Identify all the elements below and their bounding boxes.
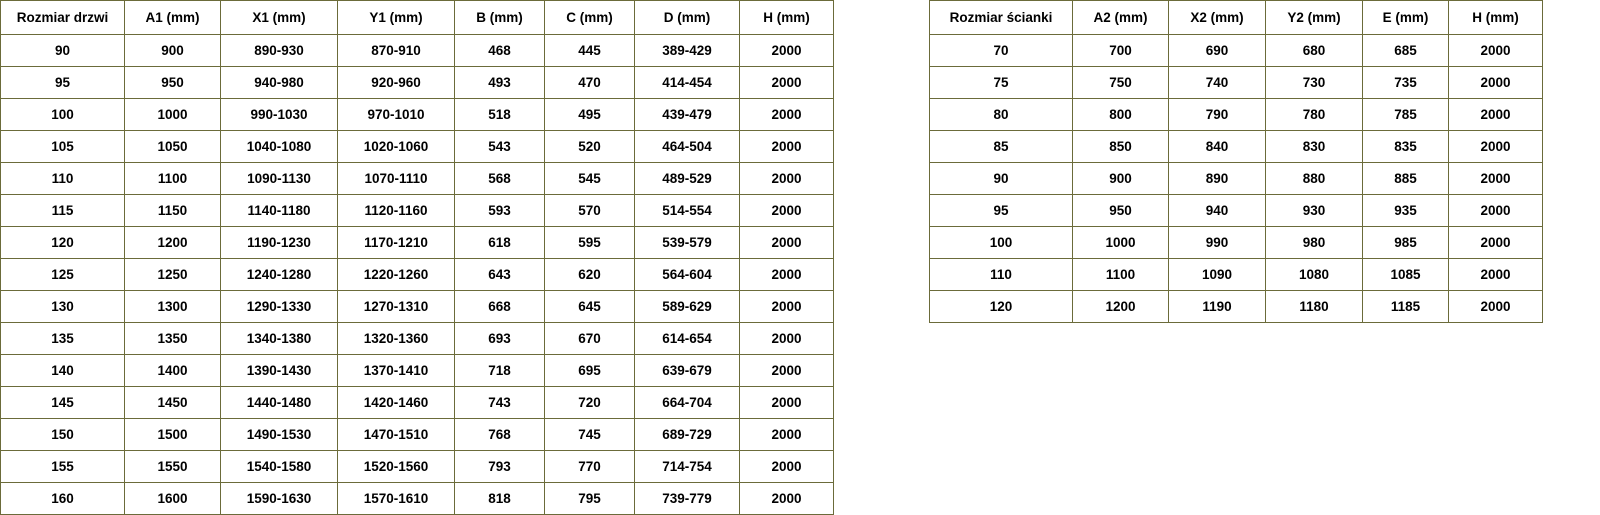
table-cell: 1050 — [125, 131, 221, 163]
table-cell: 970-1010 — [338, 99, 455, 131]
table-cell: 125 — [1, 259, 125, 291]
table-cell: 95 — [1, 67, 125, 99]
table-cell: 489-529 — [635, 163, 740, 195]
table-cell: 1000 — [1073, 227, 1169, 259]
table-cell: 1400 — [125, 355, 221, 387]
table-row — [930, 99, 1543, 131]
table-cell: 1070-1110 — [338, 163, 455, 195]
table-cell: 795 — [545, 483, 635, 515]
table-cell: 1180 — [1266, 291, 1363, 323]
table-cell: 2000 — [740, 259, 834, 291]
table-cell: 1090 — [1169, 259, 1266, 291]
table-cell: 1190-1230 — [221, 227, 338, 259]
table-cell: 495 — [545, 99, 635, 131]
table-cell: 1420-1460 — [338, 387, 455, 419]
table-cell: 920-960 — [338, 67, 455, 99]
table-cell: 2000 — [1449, 291, 1543, 323]
table-cell: 720 — [545, 387, 635, 419]
table-cell: 2000 — [740, 131, 834, 163]
table-cell: 935 — [1363, 195, 1449, 227]
table-cell: 1450 — [125, 387, 221, 419]
table-cell: 1240-1280 — [221, 259, 338, 291]
column-header: A2 (mm) — [1073, 1, 1169, 35]
table-cell: 835 — [1363, 131, 1449, 163]
table-row — [1, 99, 834, 131]
table-cell: 618 — [455, 227, 545, 259]
table-cell: 543 — [455, 131, 545, 163]
table-cell: 85 — [930, 131, 1073, 163]
table-cell: 2000 — [740, 227, 834, 259]
table-cell: 1320-1360 — [338, 323, 455, 355]
table-cell: 2000 — [1449, 99, 1543, 131]
table-cell: 464-504 — [635, 131, 740, 163]
table-cell: 2000 — [1449, 163, 1543, 195]
table-row — [1, 483, 834, 515]
table-cell: 518 — [455, 99, 545, 131]
table-cell: 1040-1080 — [221, 131, 338, 163]
table-cell: 830 — [1266, 131, 1363, 163]
table-cell: 115 — [1, 195, 125, 227]
table-cell: 735 — [1363, 67, 1449, 99]
table-header-row — [1, 1, 834, 35]
table-row — [930, 131, 1543, 163]
table-cell: 670 — [545, 323, 635, 355]
table-cell: 155 — [1, 451, 125, 483]
table-row — [1, 163, 834, 195]
table-row — [1, 259, 834, 291]
table-row — [1, 195, 834, 227]
walls-dimensions-table — [929, 0, 1543, 323]
table-row — [930, 259, 1543, 291]
table-cell: 620 — [545, 259, 635, 291]
table-cell: 1185 — [1363, 291, 1449, 323]
column-header: D (mm) — [635, 1, 740, 35]
table-cell: 990-1030 — [221, 99, 338, 131]
table-cell: 2000 — [1449, 67, 1543, 99]
table-cell: 1600 — [125, 483, 221, 515]
table-cell: 1570-1610 — [338, 483, 455, 515]
table-cell: 718 — [455, 355, 545, 387]
walls-table-body — [930, 35, 1543, 323]
table-cell: 140 — [1, 355, 125, 387]
table-cell: 890-930 — [221, 35, 338, 67]
table-cell: 120 — [930, 291, 1073, 323]
table-cell: 714-754 — [635, 451, 740, 483]
table-cell: 2000 — [740, 291, 834, 323]
column-header: Rozmiar ścianki — [930, 1, 1073, 35]
table-row — [1, 291, 834, 323]
table-cell: 745 — [545, 419, 635, 451]
table-row — [1, 419, 834, 451]
table-cell: 1200 — [125, 227, 221, 259]
table-cell: 130 — [1, 291, 125, 323]
table-cell: 1090-1130 — [221, 163, 338, 195]
table-cell: 90 — [930, 163, 1073, 195]
table-cell: 614-654 — [635, 323, 740, 355]
table-cell: 1440-1480 — [221, 387, 338, 419]
table-row — [1, 227, 834, 259]
table-cell: 900 — [1073, 163, 1169, 195]
table-cell: 1590-1630 — [221, 483, 338, 515]
table-cell: 2000 — [1449, 195, 1543, 227]
table-cell: 664-704 — [635, 387, 740, 419]
table-cell: 985 — [1363, 227, 1449, 259]
table-cell: 870-910 — [338, 35, 455, 67]
table-row — [930, 195, 1543, 227]
table-cell: 1100 — [125, 163, 221, 195]
table-cell: 389-429 — [635, 35, 740, 67]
table-cell: 1100 — [1073, 259, 1169, 291]
table-cell: 785 — [1363, 99, 1449, 131]
table-cell: 1000 — [125, 99, 221, 131]
table-cell: 564-604 — [635, 259, 740, 291]
table-header-row — [930, 1, 1543, 35]
table-cell: 105 — [1, 131, 125, 163]
table-cell: 850 — [1073, 131, 1169, 163]
table-cell: 800 — [1073, 99, 1169, 131]
table-cell: 100 — [1, 99, 125, 131]
table-cell: 75 — [930, 67, 1073, 99]
table-cell: 2000 — [740, 195, 834, 227]
table-cell: 639-679 — [635, 355, 740, 387]
table-cell: 2000 — [740, 451, 834, 483]
table-cell: 160 — [1, 483, 125, 515]
table-cell: 768 — [455, 419, 545, 451]
table-cell: 95 — [930, 195, 1073, 227]
table-row — [1, 67, 834, 99]
table-row — [1, 35, 834, 67]
table-cell: 1350 — [125, 323, 221, 355]
table-cell: 1540-1580 — [221, 451, 338, 483]
table-cell: 695 — [545, 355, 635, 387]
table-row — [930, 291, 1543, 323]
column-header: Rozmiar drzwi — [1, 1, 125, 35]
table-cell: 700 — [1073, 35, 1169, 67]
table-cell: 1250 — [125, 259, 221, 291]
table-cell: 414-454 — [635, 67, 740, 99]
table-cell: 1290-1330 — [221, 291, 338, 323]
table-cell: 120 — [1, 227, 125, 259]
table-row — [1, 387, 834, 419]
table-cell: 2000 — [740, 419, 834, 451]
table-cell: 1140-1180 — [221, 195, 338, 227]
table-cell: 545 — [545, 163, 635, 195]
table-cell: 730 — [1266, 67, 1363, 99]
table-cell: 743 — [455, 387, 545, 419]
table-cell: 589-629 — [635, 291, 740, 323]
table-cell: 818 — [455, 483, 545, 515]
table-cell: 790 — [1169, 99, 1266, 131]
table-cell: 693 — [455, 323, 545, 355]
table-cell: 90 — [1, 35, 125, 67]
table-cell: 2000 — [740, 355, 834, 387]
table-cell: 689-729 — [635, 419, 740, 451]
table-cell: 520 — [545, 131, 635, 163]
table-row — [1, 323, 834, 355]
table-cell: 980 — [1266, 227, 1363, 259]
column-header: H (mm) — [740, 1, 834, 35]
table-cell: 950 — [125, 67, 221, 99]
table-cell: 468 — [455, 35, 545, 67]
table-cell: 1080 — [1266, 259, 1363, 291]
table-cell: 70 — [930, 35, 1073, 67]
table-cell: 750 — [1073, 67, 1169, 99]
table-cell: 2000 — [740, 99, 834, 131]
table-cell: 643 — [455, 259, 545, 291]
table-cell: 2000 — [740, 35, 834, 67]
table-cell: 885 — [1363, 163, 1449, 195]
column-header: C (mm) — [545, 1, 635, 35]
table-cell: 445 — [545, 35, 635, 67]
table-cell: 2000 — [1449, 131, 1543, 163]
table-cell: 890 — [1169, 163, 1266, 195]
table-row — [1, 355, 834, 387]
table-cell: 680 — [1266, 35, 1363, 67]
table-row — [1, 131, 834, 163]
table-cell: 2000 — [740, 163, 834, 195]
table-cell: 470 — [545, 67, 635, 99]
table-cell: 2000 — [1449, 227, 1543, 259]
table-cell: 1520-1560 — [338, 451, 455, 483]
table-cell: 1490-1530 — [221, 419, 338, 451]
table-cell: 100 — [930, 227, 1073, 259]
table-cell: 1085 — [1363, 259, 1449, 291]
column-header: X1 (mm) — [221, 1, 338, 35]
table-row — [930, 227, 1543, 259]
table-cell: 570 — [545, 195, 635, 227]
table-row — [930, 163, 1543, 195]
doors-table-body — [1, 35, 834, 515]
table-cell: 593 — [455, 195, 545, 227]
table-cell: 1220-1260 — [338, 259, 455, 291]
table-cell: 950 — [1073, 195, 1169, 227]
column-header: A1 (mm) — [125, 1, 221, 35]
column-header: X2 (mm) — [1169, 1, 1266, 35]
table-cell: 2000 — [740, 67, 834, 99]
table-cell: 900 — [125, 35, 221, 67]
table-cell: 145 — [1, 387, 125, 419]
table-cell: 668 — [455, 291, 545, 323]
table-cell: 770 — [545, 451, 635, 483]
column-header: Y2 (mm) — [1266, 1, 1363, 35]
table-cell: 539-579 — [635, 227, 740, 259]
table-cell: 990 — [1169, 227, 1266, 259]
table-cell: 793 — [455, 451, 545, 483]
column-header: B (mm) — [455, 1, 545, 35]
walls-dimensions-table-container — [929, 0, 1543, 323]
table-row — [930, 35, 1543, 67]
table-cell: 135 — [1, 323, 125, 355]
table-cell: 110 — [930, 259, 1073, 291]
table-cell: 1300 — [125, 291, 221, 323]
table-cell: 1550 — [125, 451, 221, 483]
table-cell: 1390-1430 — [221, 355, 338, 387]
table-cell: 568 — [455, 163, 545, 195]
table-cell: 439-479 — [635, 99, 740, 131]
table-cell: 595 — [545, 227, 635, 259]
table-cell: 780 — [1266, 99, 1363, 131]
table-cell: 110 — [1, 163, 125, 195]
table-cell: 1500 — [125, 419, 221, 451]
table-cell: 514-554 — [635, 195, 740, 227]
table-cell: 1120-1160 — [338, 195, 455, 227]
table-cell: 940 — [1169, 195, 1266, 227]
table-cell: 940-980 — [221, 67, 338, 99]
table-cell: 930 — [1266, 195, 1363, 227]
table-cell: 645 — [545, 291, 635, 323]
table-cell: 2000 — [1449, 259, 1543, 291]
table-cell: 739-779 — [635, 483, 740, 515]
table-cell: 2000 — [740, 323, 834, 355]
table-cell: 1190 — [1169, 291, 1266, 323]
table-cell: 840 — [1169, 131, 1266, 163]
walls-table-header — [930, 1, 1543, 35]
table-cell: 1020-1060 — [338, 131, 455, 163]
table-cell: 1170-1210 — [338, 227, 455, 259]
table-cell: 1470-1510 — [338, 419, 455, 451]
column-header: H (mm) — [1449, 1, 1543, 35]
table-cell: 690 — [1169, 35, 1266, 67]
table-cell: 1150 — [125, 195, 221, 227]
table-cell: 1340-1380 — [221, 323, 338, 355]
table-cell: 1370-1410 — [338, 355, 455, 387]
table-cell: 740 — [1169, 67, 1266, 99]
table-cell: 2000 — [1449, 35, 1543, 67]
table-cell: 1270-1310 — [338, 291, 455, 323]
table-cell: 1200 — [1073, 291, 1169, 323]
doors-table-header — [1, 1, 834, 35]
table-cell: 685 — [1363, 35, 1449, 67]
column-header: E (mm) — [1363, 1, 1449, 35]
table-cell: 493 — [455, 67, 545, 99]
column-header: Y1 (mm) — [338, 1, 455, 35]
table-cell: 2000 — [740, 387, 834, 419]
table-row — [930, 67, 1543, 99]
table-cell: 2000 — [740, 483, 834, 515]
table-row — [1, 451, 834, 483]
table-cell: 150 — [1, 419, 125, 451]
table-cell: 880 — [1266, 163, 1363, 195]
table-cell: 80 — [930, 99, 1073, 131]
